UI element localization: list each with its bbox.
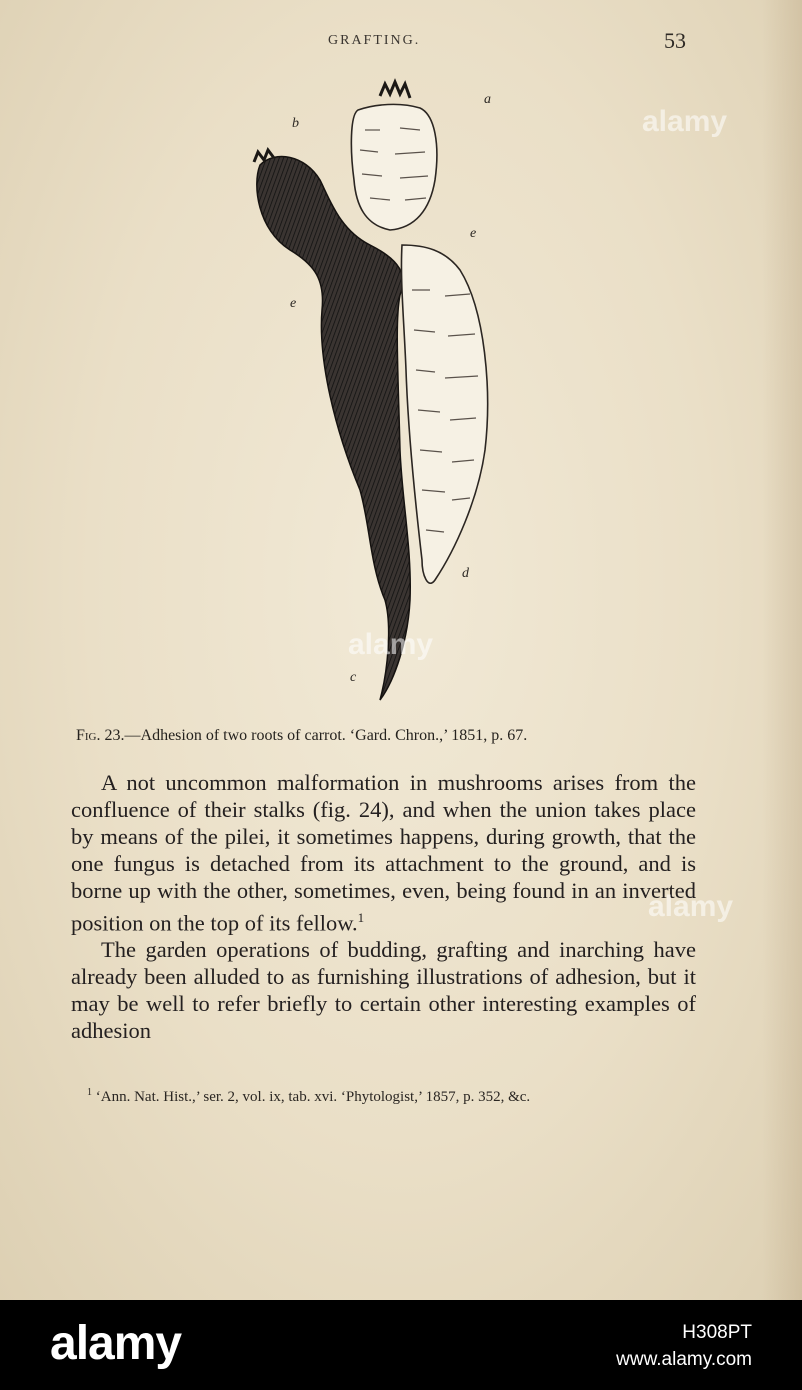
caption-fig-label: Fig.	[76, 727, 101, 744]
image-id: H308PT	[682, 1322, 752, 1343]
footnote-text: ‘Ann. Nat. Hist.,’ ser. 2, vol. ix, tab. xvi. ‘Phytologist,’ 1857, p. 352, &c.	[92, 1089, 531, 1105]
footnote-marker: 1	[87, 1087, 92, 1098]
alamy-logo: alamy	[50, 1317, 182, 1370]
figure-label-b: b	[292, 116, 299, 131]
paragraph	[71, 770, 696, 937]
figure-label-a: a	[484, 92, 491, 107]
running-head: GRAFTING.	[328, 33, 421, 48]
figure-label-c: c	[350, 670, 357, 685]
carrot-drawing	[230, 70, 530, 720]
footnote	[71, 1082, 696, 1108]
paragraph: The garden operations of budding, grafting and inarching have already been alluded to as furnishing illustrations of adhesion, but it may be well to refer briefly to certain other interesting examples of adhesion	[71, 936, 696, 1043]
figure-label-e-right: e	[470, 226, 477, 241]
watermark: alamy	[648, 890, 734, 923]
figure-label-d: d	[462, 566, 469, 581]
stock-url: www.alamy.com	[616, 1349, 752, 1370]
body-text	[71, 770, 696, 1045]
watermark: alamy	[348, 628, 434, 661]
carrot-illustration	[230, 70, 530, 720]
paragraph-text: A not uncommon malformation in mushrooms arises from the confluence of their stalks (fig. 24), and when the union takes place by means of the pilei, it sometimes happens, during growth, that the one fungus is detached from its attachment to the ground, and is borne up with the other, sometimes, even, being found in an inverted position on the top of its fellow.	[71, 770, 696, 936]
figure-label-e-left: e	[290, 296, 297, 311]
page-number: 53	[664, 28, 686, 53]
watermark: alamy	[642, 105, 728, 138]
caption-text: 23.—Adhesion of two roots of carrot. ‘Gard. Chron.,’ 1851, p. 67.	[100, 727, 528, 744]
footnote-reference: 1	[357, 909, 365, 925]
figure-caption	[76, 727, 696, 745]
